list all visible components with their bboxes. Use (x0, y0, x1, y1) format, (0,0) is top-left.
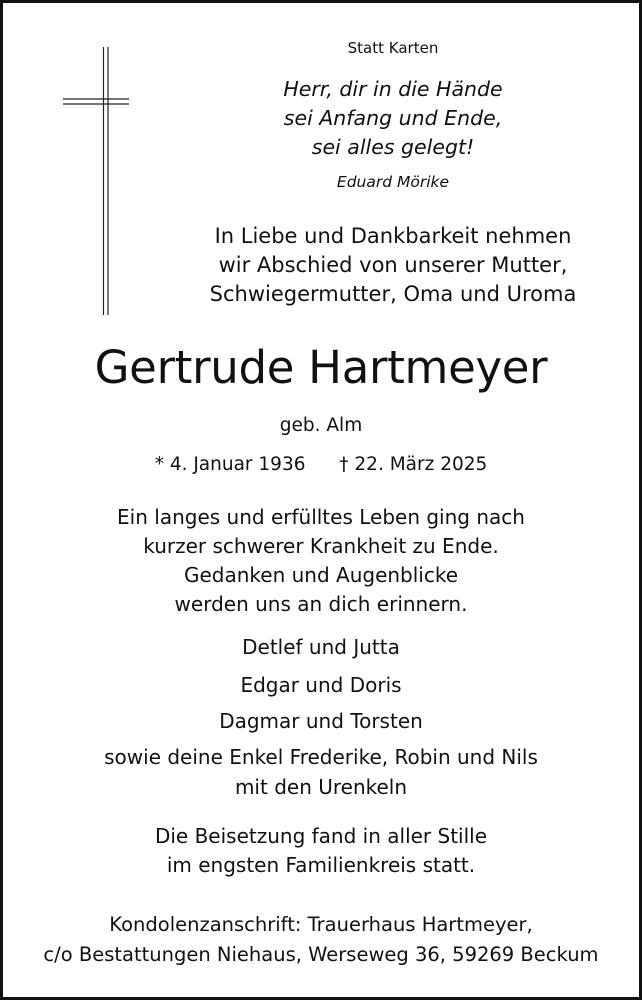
message-line-3: Gedanken und Augenblicke (183, 563, 459, 587)
intro-column (203, 3, 583, 323)
maiden-name: geb. Alm (279, 415, 363, 436)
intro-line-2: wir Abschied von unserer Mutter, (218, 253, 568, 277)
cross-icon (63, 47, 133, 317)
family-line-5: mit den Urenkeln (234, 775, 408, 799)
funeral-line-1: Die Beisetzung fand in aller Stille (154, 824, 488, 848)
condolence-line-1: Kondolenzanschrift: Trauerhaus Hartmeyer, (109, 913, 533, 936)
intro-line-1: In Liebe und Dankbarkeit nehmen (214, 224, 572, 248)
funeral-line-2: im engsten Familienkreis statt. (166, 853, 476, 877)
death-date: † 22. März 2025 (339, 454, 488, 475)
message-line-4: werden uns an dich erinnern. (174, 592, 468, 616)
family-line-4: sowie deine Enkel Frederike, Robin und Nils (104, 745, 538, 769)
family-line-1: Detlef und Jutta (242, 635, 400, 659)
header-text: Statt Karten (347, 39, 439, 57)
condolence-line-2: c/o Bestattungen Niehaus, Werseweg 36, 59269 Beckum (43, 943, 599, 966)
family-line-2: Edgar und Doris (240, 673, 402, 697)
quote-author: Eduard Mörike (336, 173, 450, 191)
quote-line-1: Herr, dir in die Hände (283, 77, 503, 101)
deceased-name: Gertrude Hartmeyer (94, 341, 548, 394)
message-line-1: Ein langes und erfülltes Leben ging nach (117, 505, 525, 529)
life-dates (3, 454, 639, 475)
quote-line-3: sei alles gelegt! (311, 135, 475, 159)
intro-line-3: Schwiegermutter, Oma und Uroma (209, 282, 577, 306)
quote-line-2: sei Anfang und Ende, (283, 106, 503, 130)
family-line-3: Dagmar und Torsten (219, 709, 423, 733)
birth-date: * 4. Januar 1936 (154, 454, 306, 475)
message-line-2: kurzer schwerer Krankheit zu Ende. (143, 534, 499, 558)
